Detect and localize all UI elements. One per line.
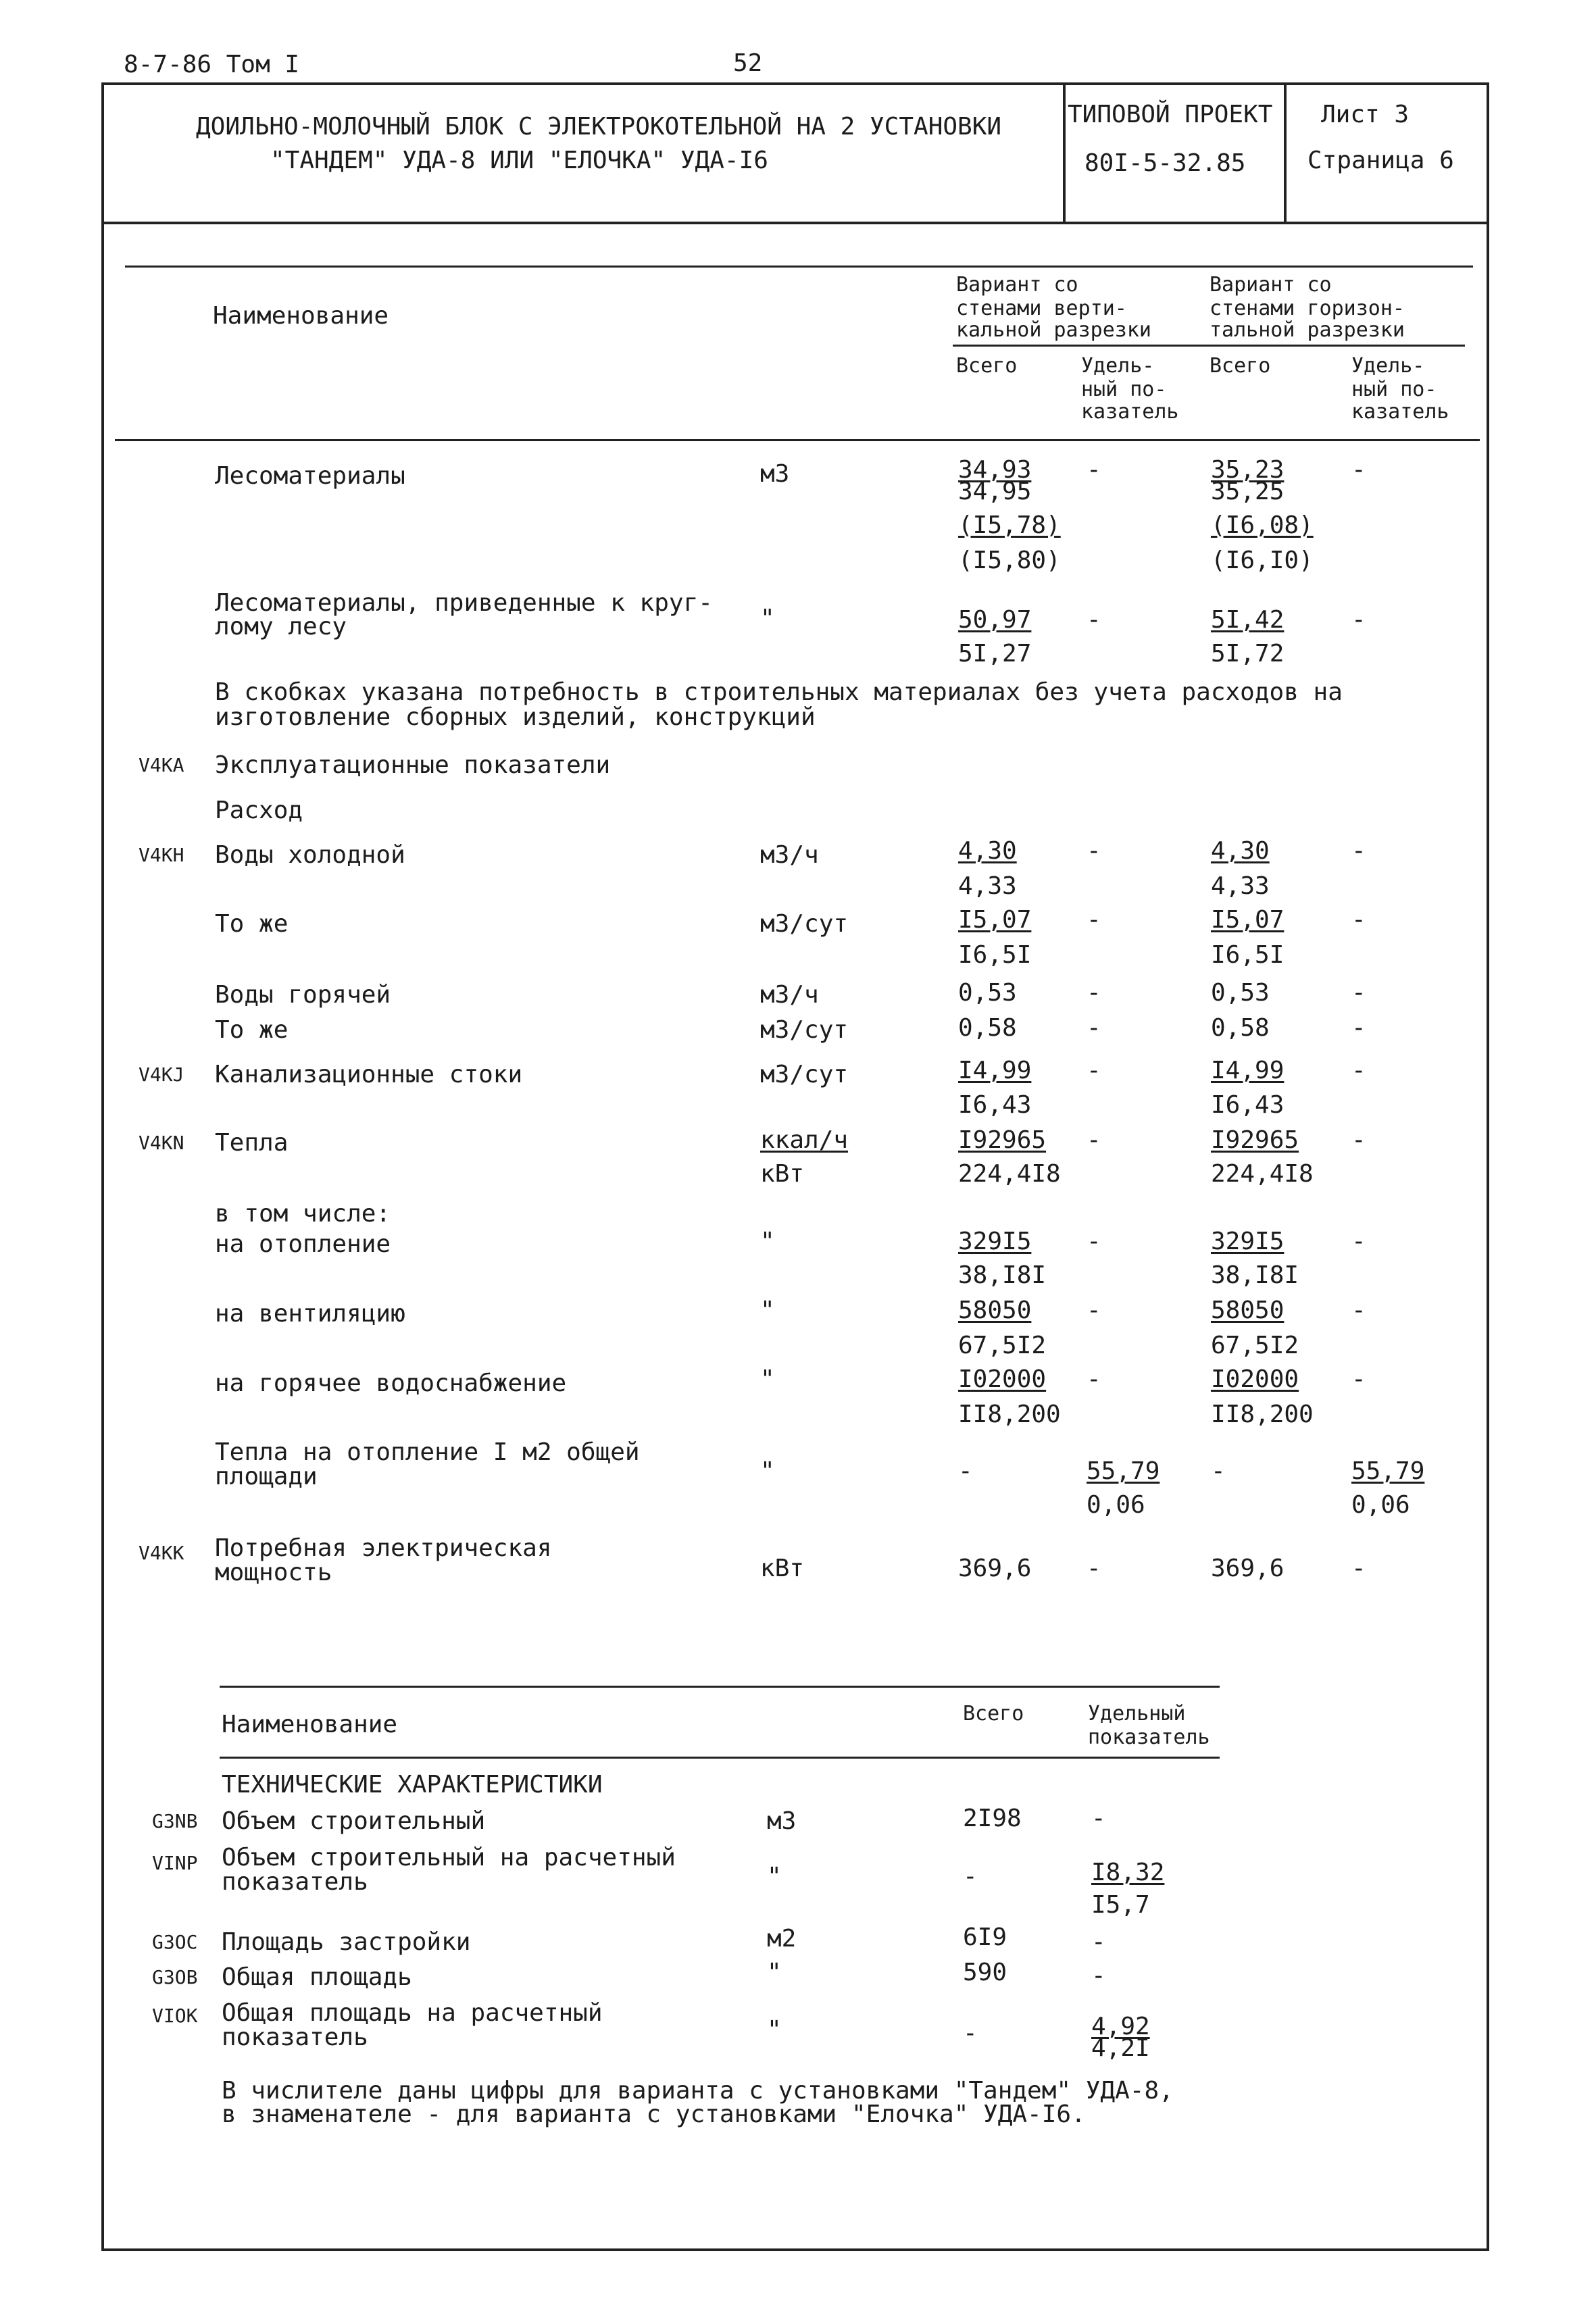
- row-unit: ": [760, 605, 775, 632]
- row-v2-num: 35,23: [1211, 456, 1285, 484]
- row-name: Канализационные стоки: [215, 1061, 523, 1088]
- row-s1: -: [1087, 456, 1101, 484]
- row-v2: 0,58: [1211, 1014, 1270, 1042]
- row-unit: м3/ч: [760, 981, 819, 1009]
- row-v1-den: 38,I8I: [958, 1261, 1047, 1289]
- row-s1-den: 0,06: [1087, 1491, 1145, 1519]
- row-v2-num: I92965: [1211, 1126, 1299, 1154]
- title-block-divider-1: [1063, 82, 1066, 223]
- row-v2-den: II8,200: [1211, 1401, 1314, 1428]
- brackets-note-line2: изготовление сборных изделий, конструкций: [215, 703, 816, 731]
- row-code: V4KK: [139, 1542, 184, 1564]
- row-unit: ": [767, 2016, 782, 2044]
- row-s1: -: [1087, 606, 1101, 634]
- sheet-label: Лист 3: [1321, 101, 1410, 128]
- row-s1-num: 55,79: [1087, 1457, 1160, 1485]
- row-name: Потребная электрическая: [215, 1534, 552, 1562]
- row-s2: -: [1351, 1126, 1366, 1154]
- row-v1-num: 329I5: [958, 1228, 1032, 1255]
- row-unit: ": [760, 1365, 775, 1393]
- row-name-cont: показатель: [222, 2023, 368, 2051]
- table1-header-variant1-line1: Вариант со: [956, 273, 1078, 297]
- row-name-cont: площади: [215, 1463, 318, 1490]
- row-v2-den: 5I,72: [1211, 640, 1285, 668]
- table1-header-subrule: [953, 345, 1465, 347]
- row-v1-den: I6,43: [958, 1091, 1032, 1119]
- table1-header-specific2-line2: ный по-: [1351, 378, 1437, 401]
- row-unit-den: кВт: [760, 1160, 805, 1188]
- table1-header-specific1-line3: казатель: [1081, 400, 1179, 424]
- row-s1: -: [1087, 1365, 1101, 1393]
- row-total: -: [963, 2019, 978, 2047]
- row-s2: -: [1351, 456, 1366, 484]
- row-v2-den: I6,43: [1211, 1091, 1285, 1119]
- row-s1: -: [1087, 1297, 1101, 1324]
- row-name: Общая площадь на расчетный: [222, 1999, 603, 2027]
- row-s1: -: [1087, 1126, 1101, 1154]
- row-s2: -: [1351, 1014, 1366, 1042]
- table1-header-specific2-line3: казатель: [1351, 400, 1449, 424]
- table2-header-total: Всего: [963, 1702, 1024, 1726]
- row-name: Лесоматериалы: [215, 462, 405, 490]
- row-v2-num: 329I5: [1211, 1228, 1285, 1255]
- row-specific: -: [1091, 1805, 1106, 1832]
- row-s2: -: [1351, 1057, 1366, 1084]
- row-v2-den: 38,I8I: [1211, 1261, 1299, 1289]
- row-name: Лесоматериалы, приведенные к круг-: [215, 589, 713, 617]
- row-unit: м3/сут: [760, 910, 849, 938]
- row-s2-den: 0,06: [1351, 1491, 1410, 1519]
- page-label: Страница 6: [1307, 147, 1454, 174]
- title-block-bottom-rule: [101, 222, 1489, 224]
- title-line-1: ДОИЛЬНО-МОЛОЧНЫЙ БЛОК С ЭЛЕКТРОКОТЕЛЬНОЙ НА 2 УСТАНОВКИ: [196, 113, 1002, 141]
- row-unit: ": [767, 1863, 782, 1890]
- row-name: Объем строительный: [222, 1807, 486, 1835]
- row-v1-den: 4,33: [958, 872, 1017, 900]
- row-v2-den: 4,33: [1211, 872, 1270, 900]
- table1-header-total-2: Всего: [1210, 354, 1271, 378]
- doc-reference: 8-7-86 Том I: [124, 51, 300, 78]
- table1-header-variant1-line2: стенами верти-: [956, 297, 1127, 320]
- row-v1-den: 224,4I8: [958, 1160, 1061, 1188]
- row-v1-num: I02000: [958, 1365, 1047, 1393]
- row-specific-den: I5,7: [1091, 1891, 1150, 1919]
- row-v2: 369,6: [1211, 1555, 1285, 1582]
- row-name-cont: лому лесу: [215, 613, 347, 640]
- row-s2: -: [1351, 837, 1366, 865]
- footnote-line1: В числителе даны цифры для варианта с установками "Тандем" УДА-8,: [222, 2077, 1174, 2105]
- table1-top-rule: [125, 266, 1473, 268]
- row-v1-bracket-num: (I5,78): [958, 511, 1061, 539]
- row-s2: -: [1351, 1555, 1366, 1582]
- row-unit: м2: [767, 1925, 797, 1953]
- row-v1-den: I6,5I: [958, 941, 1032, 969]
- footnote-line2: в знаменателе - для варианта с установками "Елочка" УДА-I6.: [222, 2101, 1086, 2128]
- row-v2-num: I02000: [1211, 1365, 1299, 1393]
- row-v2: -: [1211, 1457, 1226, 1485]
- table1-header-specific1-line2: ный по-: [1081, 378, 1167, 401]
- row-s1: -: [1087, 1014, 1101, 1042]
- row-name-cont: мощность: [215, 1559, 332, 1586]
- table1-header-total-1: Всего: [956, 354, 1018, 378]
- row-v1-den: 5I,27: [958, 640, 1032, 668]
- row-v2-bracket-num: (I6,08): [1211, 511, 1314, 539]
- row-v1-den: 67,5I2: [958, 1332, 1047, 1359]
- row-subheading: в том числе:: [215, 1200, 391, 1228]
- row-unit: м3/ч: [760, 841, 819, 869]
- row-s1: -: [1087, 979, 1101, 1007]
- table2-top-rule: [220, 1686, 1220, 1688]
- row-v1: 0,53: [958, 979, 1017, 1007]
- table1-header-variant2-line1: Вариант со: [1210, 273, 1332, 297]
- table2-header-name: Наименование: [222, 1711, 398, 1738]
- row-code: G3OC: [152, 1931, 198, 1953]
- row-v1-num: 50,97: [958, 606, 1032, 634]
- row-v2-num: 5I,42: [1211, 606, 1285, 634]
- row-v2-den: I6,5I: [1211, 941, 1285, 969]
- row-v2-bracket-den: (I6,I0): [1211, 547, 1314, 574]
- table1-header-variant1-line3: кальной разрезки: [956, 318, 1151, 342]
- table2-header-specific-line1: Удельный: [1088, 1702, 1186, 1726]
- row-code: V4KA: [139, 754, 184, 776]
- row-v2-num: I5,07: [1211, 906, 1285, 934]
- row-s1: -: [1087, 837, 1101, 865]
- row-v1-num: I92965: [958, 1126, 1047, 1154]
- row-name: То же: [215, 1016, 289, 1044]
- row-name: на отопление: [215, 1230, 391, 1258]
- row-name: на вентиляцию: [215, 1300, 405, 1328]
- row-unit: ": [760, 1228, 775, 1255]
- table1-header-variant2-line2: стенами горизон-: [1210, 297, 1405, 320]
- row-total: -: [963, 1863, 978, 1890]
- row-code: V4KN: [139, 1132, 184, 1154]
- row-unit: кВт: [760, 1555, 805, 1582]
- table2-section-heading: ТЕХНИЧЕСКИЕ ХАРАКТЕРИСТИКИ: [222, 1771, 603, 1799]
- project-label: ТИПОВОЙ ПРОЕКТ: [1068, 101, 1273, 128]
- row-s1: -: [1087, 1228, 1101, 1255]
- row-s1: -: [1087, 1555, 1101, 1582]
- row-specific: -: [1091, 1962, 1106, 1990]
- row-v1-num: 34,93: [958, 456, 1032, 484]
- row-code: VINP: [152, 1852, 198, 1874]
- row-specific-num: 4,92: [1091, 2013, 1150, 2040]
- row-code: V4KJ: [139, 1063, 184, 1086]
- table1-header-variant2-line3: тальной разрезки: [1210, 318, 1405, 342]
- row-s1: -: [1087, 1057, 1101, 1084]
- row-specific-num: I8,32: [1091, 1859, 1165, 1886]
- row-v2-num: I4,99: [1211, 1057, 1285, 1084]
- section-heading: Эксплуатационные показатели: [215, 751, 611, 779]
- row-v2-den: 35,25: [1211, 478, 1285, 505]
- row-s2: -: [1351, 979, 1366, 1007]
- row-v2-den: 67,5I2: [1211, 1332, 1299, 1359]
- row-v1: -: [958, 1457, 973, 1485]
- row-specific: -: [1091, 1928, 1106, 1956]
- row-unit: м3: [760, 460, 790, 488]
- row-s1: -: [1087, 906, 1101, 934]
- row-v1-bracket-den: (I5,80): [958, 547, 1061, 574]
- row-s2: -: [1351, 606, 1366, 634]
- page-number: 52: [733, 49, 763, 77]
- row-name: Воды холодной: [215, 841, 405, 869]
- row-s2: -: [1351, 906, 1366, 934]
- row-unit: м3: [767, 1807, 797, 1835]
- row-v1-den: 34,95: [958, 478, 1032, 505]
- row-s2-num: 55,79: [1351, 1457, 1425, 1485]
- row-v1-num: I5,07: [958, 906, 1032, 934]
- row-unit: ккал/ч: [760, 1126, 849, 1154]
- title-block-divider-2: [1284, 82, 1287, 223]
- row-v1: 0,58: [958, 1014, 1017, 1042]
- row-unit: м3/сут: [760, 1061, 849, 1088]
- row-total: 6I9: [963, 1923, 1007, 1951]
- row-v1: 369,6: [958, 1555, 1032, 1582]
- table2-header-specific-line2: показатель: [1088, 1726, 1210, 1749]
- table2-header-bottom-rule: [220, 1757, 1220, 1759]
- row-v2-num: 58050: [1211, 1297, 1285, 1324]
- row-v1-num: 4,30: [958, 837, 1017, 865]
- row-specific-den: 4,2I: [1091, 2034, 1150, 2062]
- row-v2-num: 4,30: [1211, 837, 1270, 865]
- row-unit: ": [760, 1457, 775, 1485]
- row-v1-den: II8,200: [958, 1401, 1061, 1428]
- row-s2: -: [1351, 1228, 1366, 1255]
- row-name-cont: показатель: [222, 1868, 368, 1896]
- row-code: VIOK: [152, 2005, 198, 2027]
- row-name: Тепла: [215, 1129, 289, 1157]
- table1-header-name: Наименование: [213, 302, 389, 330]
- row-name: Общая площадь: [222, 1963, 412, 1991]
- brackets-note-line1: В скобках указана потребность в строительных материалах без учета расходов на: [215, 678, 1343, 706]
- row-v1-num: 58050: [958, 1297, 1032, 1324]
- row-code: G3NB: [152, 1810, 198, 1832]
- row-unit: ": [760, 1297, 775, 1324]
- row-name: на горячее водоснабжение: [215, 1369, 567, 1397]
- subsection-heading: Расход: [215, 797, 303, 824]
- row-name: То же: [215, 910, 289, 938]
- row-total: 2I98: [963, 1805, 1022, 1832]
- table1-header-specific2-line1: Удель-: [1351, 354, 1425, 378]
- row-name: Тепла на отопление I м2 общей: [215, 1438, 640, 1466]
- row-s2: -: [1351, 1297, 1366, 1324]
- row-v2: 0,53: [1211, 979, 1270, 1007]
- project-number: 80I-5-32.85: [1084, 149, 1246, 177]
- table1-header-specific1-line1: Удель-: [1081, 354, 1155, 378]
- title-line-2: "ТАНДЕМ" УДА-8 ИЛИ "ЕЛОЧКА" УДА-I6: [270, 147, 768, 174]
- row-unit: ": [767, 1959, 782, 1986]
- row-name: Площадь застройки: [222, 1928, 471, 1956]
- row-code: G3OB: [152, 1966, 198, 1988]
- row-code: V4KH: [139, 844, 184, 866]
- row-v1-num: I4,99: [958, 1057, 1032, 1084]
- row-name: Объем строительный на расчетный: [222, 1844, 676, 1871]
- table1-header-bottom-rule: [115, 439, 1480, 441]
- row-name: Воды горячей: [215, 981, 391, 1009]
- row-unit: м3/сут: [760, 1016, 849, 1044]
- row-total: 590: [963, 1959, 1007, 1986]
- row-s2: -: [1351, 1365, 1366, 1393]
- row-v2-den: 224,4I8: [1211, 1160, 1314, 1188]
